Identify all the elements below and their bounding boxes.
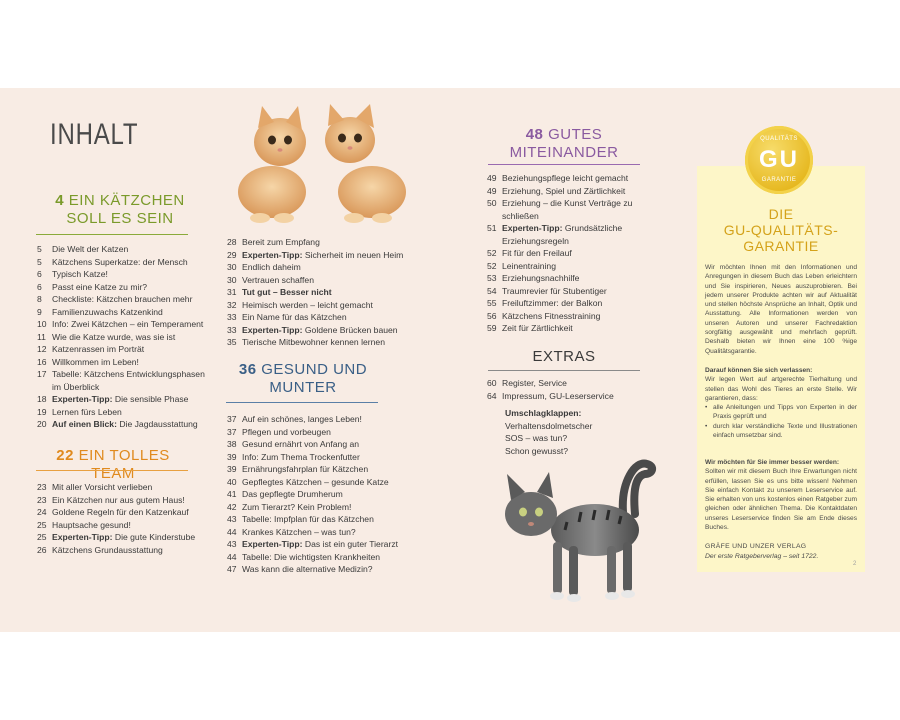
- toc-entry[interactable]: 6 Passt eine Katze zu mir?: [37, 281, 148, 292]
- toc-entry[interactable]: 30 Vertrauen schaffen: [227, 274, 314, 285]
- toc-entry[interactable]: 24 Goldene Regeln für den Katzenkauf: [37, 507, 189, 517]
- tabby-kitten-photo: [495, 452, 665, 607]
- section-title-line1: EIN TOLLES TEAM: [78, 447, 170, 482]
- toc-entry[interactable]: 41 Das gepflegte Drumherum: [227, 489, 343, 499]
- toc-entry[interactable]: 59 Zeit für Zärtlichkeit: [487, 323, 573, 333]
- toc-entry[interactable]: 31 Tut gut – Besser nicht: [227, 287, 332, 297]
- section-heading-48: [488, 126, 640, 162]
- toc-entry[interactable]: 8 Checkliste: Kätzchen brauchen mehr: [37, 294, 193, 304]
- cover-flaps-item[interactable]: Verhaltensdolmetscher: [505, 420, 593, 431]
- page-title: INHALT: [50, 118, 139, 151]
- toc-entry[interactable]: 12 Katzenrassen im Porträt: [37, 344, 145, 354]
- toc-entry[interactable]: 6 Typisch Katze!: [37, 269, 108, 279]
- toc-list-28: [227, 236, 427, 349]
- toc-entry[interactable]: 55 Freiluftzimmer: der Balkon: [487, 298, 603, 308]
- toc-entry[interactable]: 50 Erziehung – die Kunst Verträge zu: [487, 198, 633, 208]
- toc-entry[interactable]: 29 Experten-Tipp: Sicherheit im neuen Heim: [227, 249, 404, 260]
- toc-entry[interactable]: 44 Krankes Kätzchen – was tun?: [227, 526, 356, 537]
- toc-entry[interactable]: 18 Experten-Tipp: Die sensible Phase: [37, 394, 189, 404]
- seal-bottom-text: GARANTIE: [761, 177, 797, 183]
- section-rule: [36, 470, 188, 471]
- toc-list-4: [37, 243, 217, 431]
- toc-entry[interactable]: 51 Experten-Tipp: Grundsätzliche: [487, 223, 623, 233]
- toc-entry[interactable]: 53 Erziehungsnachhilfe: [487, 273, 580, 283]
- toc-entry[interactable]: 17 Tabelle: Kätzchens Entwicklungsphasen: [37, 369, 205, 379]
- section-title: EXTRAS: [532, 348, 596, 365]
- toc-entry[interactable]: 9 Familienzuwachs Katzenkind: [37, 306, 163, 317]
- section-heading-extras: [488, 348, 640, 366]
- toc-entry[interactable]: 38 Gesund ernährt von Anfang an: [227, 439, 360, 449]
- toc-entry[interactable]: 56 Kätzchens Fitnesstraining: [487, 310, 601, 321]
- publisher-name: GRÄFE UND UNZER VERLAG: [705, 543, 807, 550]
- toc-entry[interactable]: 20 Auf einen Blick: Die Jagdausstattung: [37, 419, 198, 429]
- section-rule: [36, 234, 188, 235]
- section-title-line1: GESUND UND: [261, 361, 368, 378]
- toc-entry[interactable]: 10 Info: Zwei Kätzchen – ein Temperament: [37, 319, 204, 329]
- section-title-line2: MITEINANDER: [509, 144, 619, 161]
- toc-entry[interactable]: 47 Was kann die alternative Medizin?: [227, 564, 373, 574]
- toc-entry[interactable]: 26 Kätzchens Grundausstattung: [37, 544, 163, 555]
- toc-entry[interactable]: 54 Traumrevier für Stubentiger: [487, 285, 607, 296]
- kittens-photo: [222, 100, 422, 225]
- toc-entry[interactable]: 42 Zum Tierarzt? Kein Problem!: [227, 501, 352, 512]
- toc-entry[interactable]: 43 Experten-Tipp: Das ist ein guter Tierarzt: [227, 539, 399, 549]
- gu-paragraph-2: Darauf können Sie sich verlassen: Wir legen Wert auf artgerechte Tierhaltung und stellen das Wohl des Tieres an erste Stelle. Wir garantieren, dass: • alle Anleitungen und Tipps von Experten in der Praxis geprüft und • durch klar verständliche Texte und Illustrationen einfach umsetzbar sind.: [705, 367, 857, 440]
- gu-paragraph-3: Wir möchten für Sie immer besser werden: Sollten wir mit diesem Buch Ihre Erwartungen nicht erfüllen, lassen Sie es uns bitte wissen! Nehmen Sie einfach Kontakt zu unserem Leserservice auf. Sie erhalten von uns kostenlos einen Ratgeber zum gleichen oder ähnlichen Thema. Die Kontaktdaten unseres Leserservice finden Sie am Ende dieses Buches.: [705, 459, 857, 532]
- toc-entry[interactable]: 52 Leinentraining: [487, 260, 556, 271]
- section-heading-36: [227, 361, 379, 397]
- section-heading-4: [50, 192, 190, 228]
- gu-paragraph-1: Wir möchten Ihnen mit den Informationen und Anregungen in diesem Buch das Leben erleichtern und Sie inspirieren, Neues auszuprobieren. Bei jedem unserer Produkte achten wir auf Aktualität und stellen höchste Ansprüche an Inhalt, Optik und Ausstattung. Alle Informationen werden von unseren Autoren und unserer Fachredaktion sorgfältig ausgewählt und mehrfach geprüft. Deshalb bieten wir Ihnen eine 100 %ige Qualitätsgarantie.: [705, 264, 857, 355]
- section-number: 36: [238, 361, 257, 378]
- toc-entry[interactable]: 33 Experten-Tipp: Goldene Brücken bauen: [227, 324, 398, 335]
- toc-list-22: [37, 481, 217, 556]
- section-rule: [488, 370, 640, 371]
- toc-entry[interactable]: 60 Register, Service: [487, 378, 567, 388]
- section-title-line1: GUTES: [548, 126, 603, 143]
- toc-entry[interactable]: 49 Erziehung, Spiel und Zärtlichkeit: [487, 185, 626, 196]
- toc-entry[interactable]: 43 Tabelle: Impfplan für das Kätzchen: [227, 514, 374, 524]
- section-title-line2: SOLL ES SEIN: [66, 210, 174, 227]
- publisher-tagline: Der erste Ratgeberverlag – seit 1722.: [705, 553, 819, 560]
- section-title-line2: MUNTER: [269, 379, 337, 396]
- toc-entry[interactable]: 33 Ein Name für das Kätzchen: [227, 312, 347, 322]
- toc-list-36: [227, 413, 427, 576]
- toc-entry-continuation[interactable]: schließen: [502, 210, 539, 221]
- gu-seal-logo: [745, 126, 813, 194]
- toc-entry[interactable]: 16 Willkommen im Leben!: [37, 356, 139, 367]
- toc-entry[interactable]: 30 Endlich daheim: [227, 262, 301, 272]
- section-rule: [226, 402, 378, 403]
- cover-flaps-title: Umschlagklappen:: [505, 408, 582, 418]
- toc-entry[interactable]: 37 Pflegen und vorbeugen: [227, 426, 331, 437]
- toc-entry[interactable]: 44 Tabelle: Die wichtigsten Krankheiten: [227, 551, 381, 562]
- gu-heading: DIE GU-QUALITÄTS- GARANTIE: [723, 206, 839, 254]
- seal-top-text: QUALITÄTS: [760, 136, 798, 142]
- section-title-line1: EIN KÄTZCHEN: [68, 192, 185, 209]
- toc-entry[interactable]: 11 Wie die Katze wurde, was sie ist: [37, 331, 176, 342]
- toc-list-extras: [487, 377, 657, 402]
- cover-flaps-item[interactable]: SOS – was tun?: [505, 433, 568, 443]
- toc-entry[interactable]: 23 Ein Kätzchen nur aus gutem Haus!: [37, 494, 185, 505]
- toc-entry[interactable]: 25 Experten-Tipp: Die gute Kinderstube: [37, 532, 196, 542]
- toc-list-48: [487, 172, 657, 335]
- toc-entry[interactable]: 28 Bereit zum Empfang: [227, 237, 320, 247]
- cover-flaps-item[interactable]: Schon gewusst?: [505, 445, 569, 456]
- toc-entry[interactable]: 25 Hauptsache gesund!: [37, 519, 131, 530]
- page-number: 2: [853, 561, 857, 567]
- toc-entry[interactable]: 35 Tierische Mitbewohner kennen lernen: [227, 337, 385, 347]
- toc-entry[interactable]: 39 Info: Zum Thema Trockenfutter: [227, 451, 360, 462]
- toc-entry[interactable]: 52 Fit für den Freilauf: [487, 248, 572, 258]
- section-number: 22: [56, 447, 74, 464]
- cover-flaps-list: [505, 407, 655, 457]
- toc-entry[interactable]: 37 Auf ein schönes, langes Leben!: [227, 414, 362, 424]
- toc-entry[interactable]: 19 Lernen fürs Leben: [37, 406, 122, 417]
- seal-mark: GU: [759, 146, 799, 173]
- toc-entry[interactable]: 64 Impressum, GU-Leserservice: [487, 390, 614, 401]
- toc-entry[interactable]: 49 Beziehungspflege leicht gemacht: [487, 173, 629, 183]
- section-number: 48: [525, 126, 544, 143]
- section-number: 4: [55, 192, 65, 209]
- toc-entry[interactable]: 23 Mit aller Vorsicht verlieben: [37, 482, 153, 492]
- toc-entry[interactable]: 40 Gepflegtes Kätzchen – gesunde Katze: [227, 476, 389, 487]
- toc-entry[interactable]: 39 Ernährungsfahrplan für Kätzchen: [227, 464, 369, 474]
- toc-entry[interactable]: 5 Die Welt der Katzen: [37, 244, 129, 254]
- toc-entry-continuation[interactable]: Erziehungsregeln: [502, 235, 569, 246]
- toc-entry[interactable]: 5 Kätzchens Superkatze: der Mensch: [37, 256, 188, 267]
- toc-entry[interactable]: 32 Heimisch werden – leicht gemacht: [227, 299, 373, 310]
- toc-entry-continuation[interactable]: im Überblick: [52, 381, 100, 392]
- section-heading-22: [36, 447, 190, 483]
- section-rule: [488, 164, 640, 165]
